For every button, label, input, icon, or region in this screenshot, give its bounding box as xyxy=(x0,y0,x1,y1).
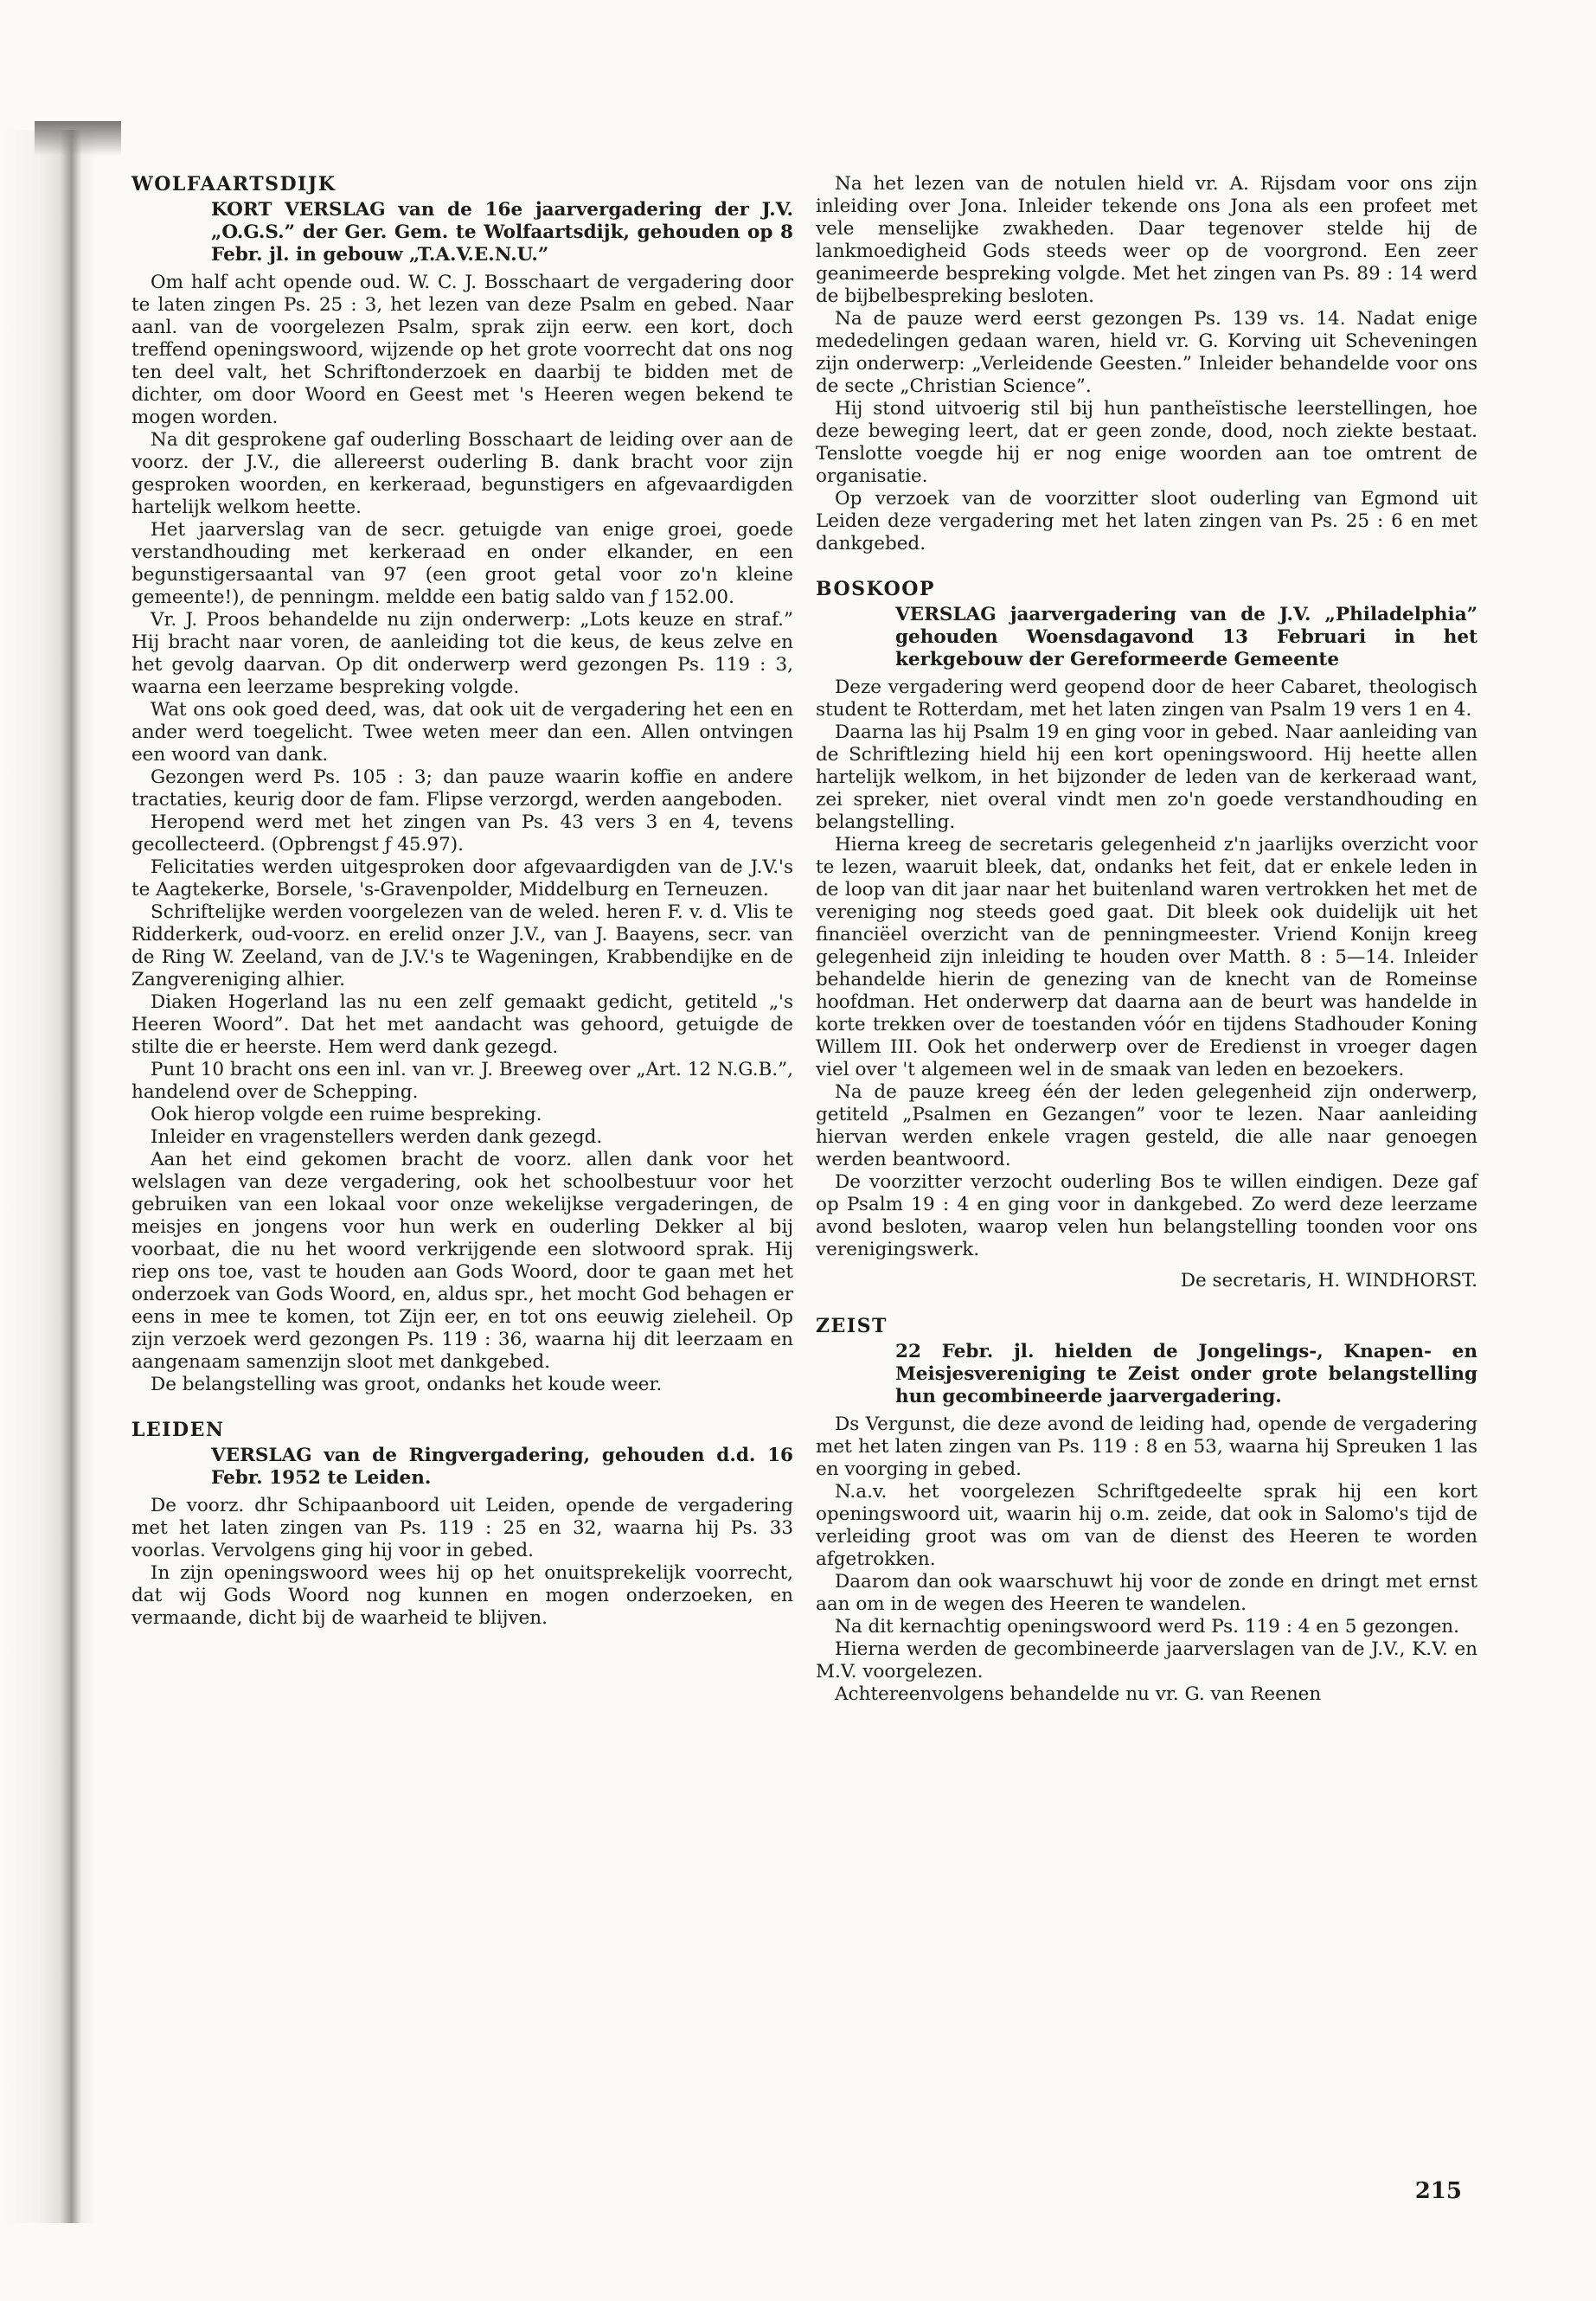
paragraph: Aan het eind gekomen bracht de voorz. allen dank voor het welslagen van deze vergadering, ook het schoolbestuur voor het gebruiken van een lokaal voor onze wekelijkse vergaderingen, de meisjes en jongens voor hun werk en ouderling Dekker al bij voorbaat, die nu het woord verkrijgende een slotwoord sprak. Hij riep ons toe, vast te houden aan Gods Woord, door te gaan met het onderzoek van Gods Woord, en, aldus spr., het mocht God behagen er eens in mee te komen, tot Zijn eer, en tot ons eeuwig zieleheil. Op zijn verzoek werd gezongen Ps. 119 : 36, waarna hij dit leerzaam en aangenaam samenzijn sloot met dankgebed. xyxy=(131,1149,793,1373)
paragraph: Wat ons ook goed deed, was, dat ook uit de vergadering het een en ander werd toegelicht. Twee weten meer dan een. Allen ontvingen een woord van dank. xyxy=(131,699,793,766)
section-leiden-continued xyxy=(816,173,1477,555)
paragraph: De voorzitter verzocht ouderling Bos te willen eindigen. Deze gaf op Psalm 19 : 4 en ging voor in dankgebed. Zo werd deze leerzame avond besloten, waarop velen hun belangstelling toonden voor ons verenigingswerk. xyxy=(816,1171,1477,1260)
book-spine-shadow xyxy=(0,130,97,2223)
page-number: 215 xyxy=(1414,2178,1462,2204)
paragraph: Hierna kreeg de secretaris gelegenheid z'n jaarlijks overzicht voor te lezen, waaruit bleek, dat, ondanks het feit, dat er enkele leden in de loop van dit jaar naar het buitenland waren vertrokken het met de vereniging nog steeds goed gaat. Dit bleek ook duidelijk uit het financiëel overzicht van de penningmeester. Vriend Konijn kreeg gelegenheid zijn inleiding te houden over Matth. 8 : 5—14. Inleider behandelde hierin de genezing van de knecht van de Romeinse hoofdman. Het onderwerp dat daarna aan de beurt was handelde in korte trekken over de toestanden vóór en tijdens Stadhouder Koning Willem III. Ook het onderwerp over de Eredienst in vroeger dagen viel over 't algemeen wel in de smaak van leden en bezoekers. xyxy=(816,834,1477,1080)
paragraph: In zijn openingswoord wees hij op het onuitsprekelijk voorrecht, dat wij Gods Woord nog kunnen en mogen onderzoeken, en vermaande, dicht bij de waarheid te blijven. xyxy=(131,1562,793,1629)
paragraph: Felicitaties werden uitgesproken door afgevaardigden van de J.V.'s te Aagtekerke, Borsele, 's-Gravenpolder, Middelburg en Terneuzen. xyxy=(131,856,793,901)
paragraph: Vr. J. Proos behandelde nu zijn onderwerp: „Lots keuze en straf.” Hij bracht naar voren, de aanleiding tot die keus, de keus zelve en het gevolg daarvan. Op dit onderwerp werd gezongen Ps. 119 : 3, waarna een leerzame bespreking volgde. xyxy=(131,609,793,698)
report-headline: VERSLAG van de Ringvergadering, gehouden d.d. 16 Febr. 1952 te Leiden. xyxy=(211,1445,793,1489)
report-headline: KORT VERSLAG van de 16e jaarvergadering der J.V. „O.G.S.” der Ger. Gem. te Wolfaartsdijk, gehouden op 8 Febr. jl. in gebouw „T.A.V.E.N.U.” xyxy=(211,199,793,266)
paragraph: Na dit gesprokene gaf ouderling Bosschaart de leiding over aan de voorz. der J.V., die allereerst ouderling B. dank bracht voor zijn gesproken woorden, en kerkeraad, begunstigers en afgevaardigden hartelijk welkom heette. xyxy=(131,429,793,518)
paragraph: Het jaarverslag van de secr. getuigde van enige groei, goede verstandhouding met kerkeraad en onder elkander, en een begunstigersaantal van 97 (een groot getal voor zo'n kleine gemeente!), de penningm. meldde een batig saldo van ƒ 152.00. xyxy=(131,519,793,608)
section-zeist xyxy=(816,1315,1477,1706)
report-headline: VERSLAG jaarvergadering van de J.V. „Philadelphia” gehouden Woensdagavond 13 Februari in het kerkgebouw der Gereformeerde Gemeente xyxy=(895,604,1477,670)
paragraph: Diaken Hogerland las nu een zelf gemaakt gedicht, getiteld „'s Heeren Woord”. Dat het met aandacht was gehoord, getuigde de stilte die er heerste. Hem werd dank gezegd. xyxy=(131,991,793,1058)
paragraph: Na de pauze kreeg één der leden gelegenheid zijn onderwerp, getiteld „Psalmen en Gezangen” voor te lezen. Naar aanleiding hiervan werden enkele vragen gesteld, die alle naar genoegen werden beantwoord. xyxy=(816,1081,1477,1170)
report-headline: 22 Febr. jl. hielden de Jongelings-, Knapen- en Meisjesvereniging te Zeist onder grote belangstelling hun gecombineerde jaarvergadering. xyxy=(895,1341,1477,1407)
left-column xyxy=(131,173,793,1652)
paragraph: Ds Vergunst, die deze avond de leiding had, opende de vergadering met het laten zingen van Ps. 119 : 8 en 53, waarna hij Spreuken 1 las en voorging in gebed. xyxy=(816,1413,1477,1480)
signature: De secretaris, H. WINDHORST. xyxy=(1180,1270,1477,1292)
paragraph: Daarom dan ook waarschuwt hij voor de zonde en dringt met ernst aan om in de wegen des Heeren te wandelen. xyxy=(816,1571,1477,1615)
place-heading: WOLFAARTSDIJK xyxy=(131,173,337,195)
paragraph: N.a.v. het voorgelezen Schriftgedeelte sprak hij een kort openingswoord uit, waarin hij o.m. zeide, dat ook in Salomo's tijd de verleiding groot was om van de dienst des Heeren te worden afgetrokken. xyxy=(816,1481,1477,1570)
section-wolfaartsdijk xyxy=(131,173,793,1396)
paragraph: Na dit kernachtig openingswoord werd Ps. 119 : 4 en 5 gezongen. xyxy=(835,1616,1459,1638)
paragraph: Op verzoek van de voorzitter sloot ouderling van Egmond uit Leiden deze vergadering met het laten zingen van Ps. 25 : 6 en met dankgebed. xyxy=(816,488,1477,554)
paragraph: Punt 10 bracht ons een inl. van vr. J. Breeweg over „Art. 12 N.G.B.”, handelend over de Schepping. xyxy=(131,1059,793,1103)
paragraph: Achtereenvolgens behandelde nu vr. G. van Reenen xyxy=(835,1683,1322,1705)
paragraph: Ook hierop volgde een ruime bespreking. xyxy=(151,1104,542,1125)
paragraph: De voorz. dhr Schipaanboord uit Leiden, opende de vergadering met het laten zingen van Ps. 119 : 25 en 32, waarna hij Ps. 33 voorlas. Vervolgens ging hij voor in gebed. xyxy=(131,1495,793,1561)
paragraph: Hierna werden de gecombineerde jaarverslagen van de J.V., K.V. en M.V. voorgelezen. xyxy=(816,1638,1477,1682)
paragraph: Na het lezen van de notulen hield vr. A. Rijsdam voor ons zijn inleiding over Jona. Inleider tekende ons Jona als een profeet met vele menselijke zwakheden. Daar tegenover stelde hij de lankmoedigheid Gods steeds weer op de voorgrond. Een zeer geanimeerde bespreking volgde. Met het zingen van Ps. 89 : 14 werd de bijbelbespreking besloten. xyxy=(816,173,1477,307)
place-heading: ZEIST xyxy=(816,1315,888,1337)
paragraph: Gezongen werd Ps. 105 : 3; dan pauze waarin koffie en andere tractaties, keurig door de fam. Flipse verzorgd, werden aangeboden. xyxy=(131,766,793,811)
paragraph: De belangstelling was groot, ondanks het koude weer. xyxy=(151,1374,663,1395)
section-leiden xyxy=(131,1419,793,1630)
paragraph: Daarna las hij Psalm 19 en ging voor in gebed. Naar aanleiding van de Schriftlezing hield hij een kort openingswoord. Hij heette allen hartelijk welkom, in het bijzonder de leden van de kerkeraad want, zei spreker, niet overal vindt men zo'n goede verstandhouding en belangstelling. xyxy=(816,721,1477,833)
paragraph: Heropend werd met het zingen van Ps. 43 vers 3 en 4, tevens gecollecteerd. (Opbrengst ƒ 45.97). xyxy=(131,811,793,856)
paragraph: Inleider en vragenstellers werden dank gezegd. xyxy=(151,1126,603,1148)
paragraph: Deze vergadering werd geopend door de heer Cabaret, theologisch student te Rotterdam, met het laten zingen van Psalm 19 vers 1 en 4. xyxy=(816,676,1477,721)
place-heading: BOSKOOP xyxy=(816,578,935,600)
section-boskoop xyxy=(816,578,1477,1292)
paragraph: Schriftelijke werden voorgelezen van de weled. heren F. v. d. Vlis te Ridderkerk, oud-voorz. en erelid onzer J.V., van J. Baayens, secr. van de Ring W. Zeeland, van de J.V.'s te Wageningen, Krabbendijke en de Zangvereniging alhier. xyxy=(131,901,793,990)
book-spine-corner xyxy=(35,121,121,156)
paragraph: Om half acht opende oud. W. C. J. Bosschaart de vergadering door te laten zingen Ps. 25 : 3, het lezen van deze Psalm en gebed. Naar aanl. van de voorgelezen Psalm, sprak zijn eerw. een kort, doch treffend openingswoord, wijzende op het grote voorrecht dat ons nog ten deel valt, het Schriftonderzoek en daarbij te bidden met de dichter, om door Woord en Geest met 's Heeren wegen bekend te mogen worden. xyxy=(131,272,793,428)
paragraph: Hij stond uitvoerig stil bij hun pantheïstische leerstellingen, hoe deze beweging leert, dat er geen zonde, dood, noch ziekte bestaat. Tenslotte voegde hij er nog enige woorden aan toe omtrent de organisatie. xyxy=(816,398,1477,487)
place-heading: LEIDEN xyxy=(131,1419,225,1441)
paragraph: Na de pauze werd eerst gezongen Ps. 139 vs. 14. Nadat enige mededelingen gedaan waren, hield vr. G. Korving uit Scheveningen zijn onderwerp: „Verleidende Geesten.” Inleider behandelde voor ons de secte „Christian Science”. xyxy=(816,308,1477,397)
right-column xyxy=(816,173,1477,1728)
